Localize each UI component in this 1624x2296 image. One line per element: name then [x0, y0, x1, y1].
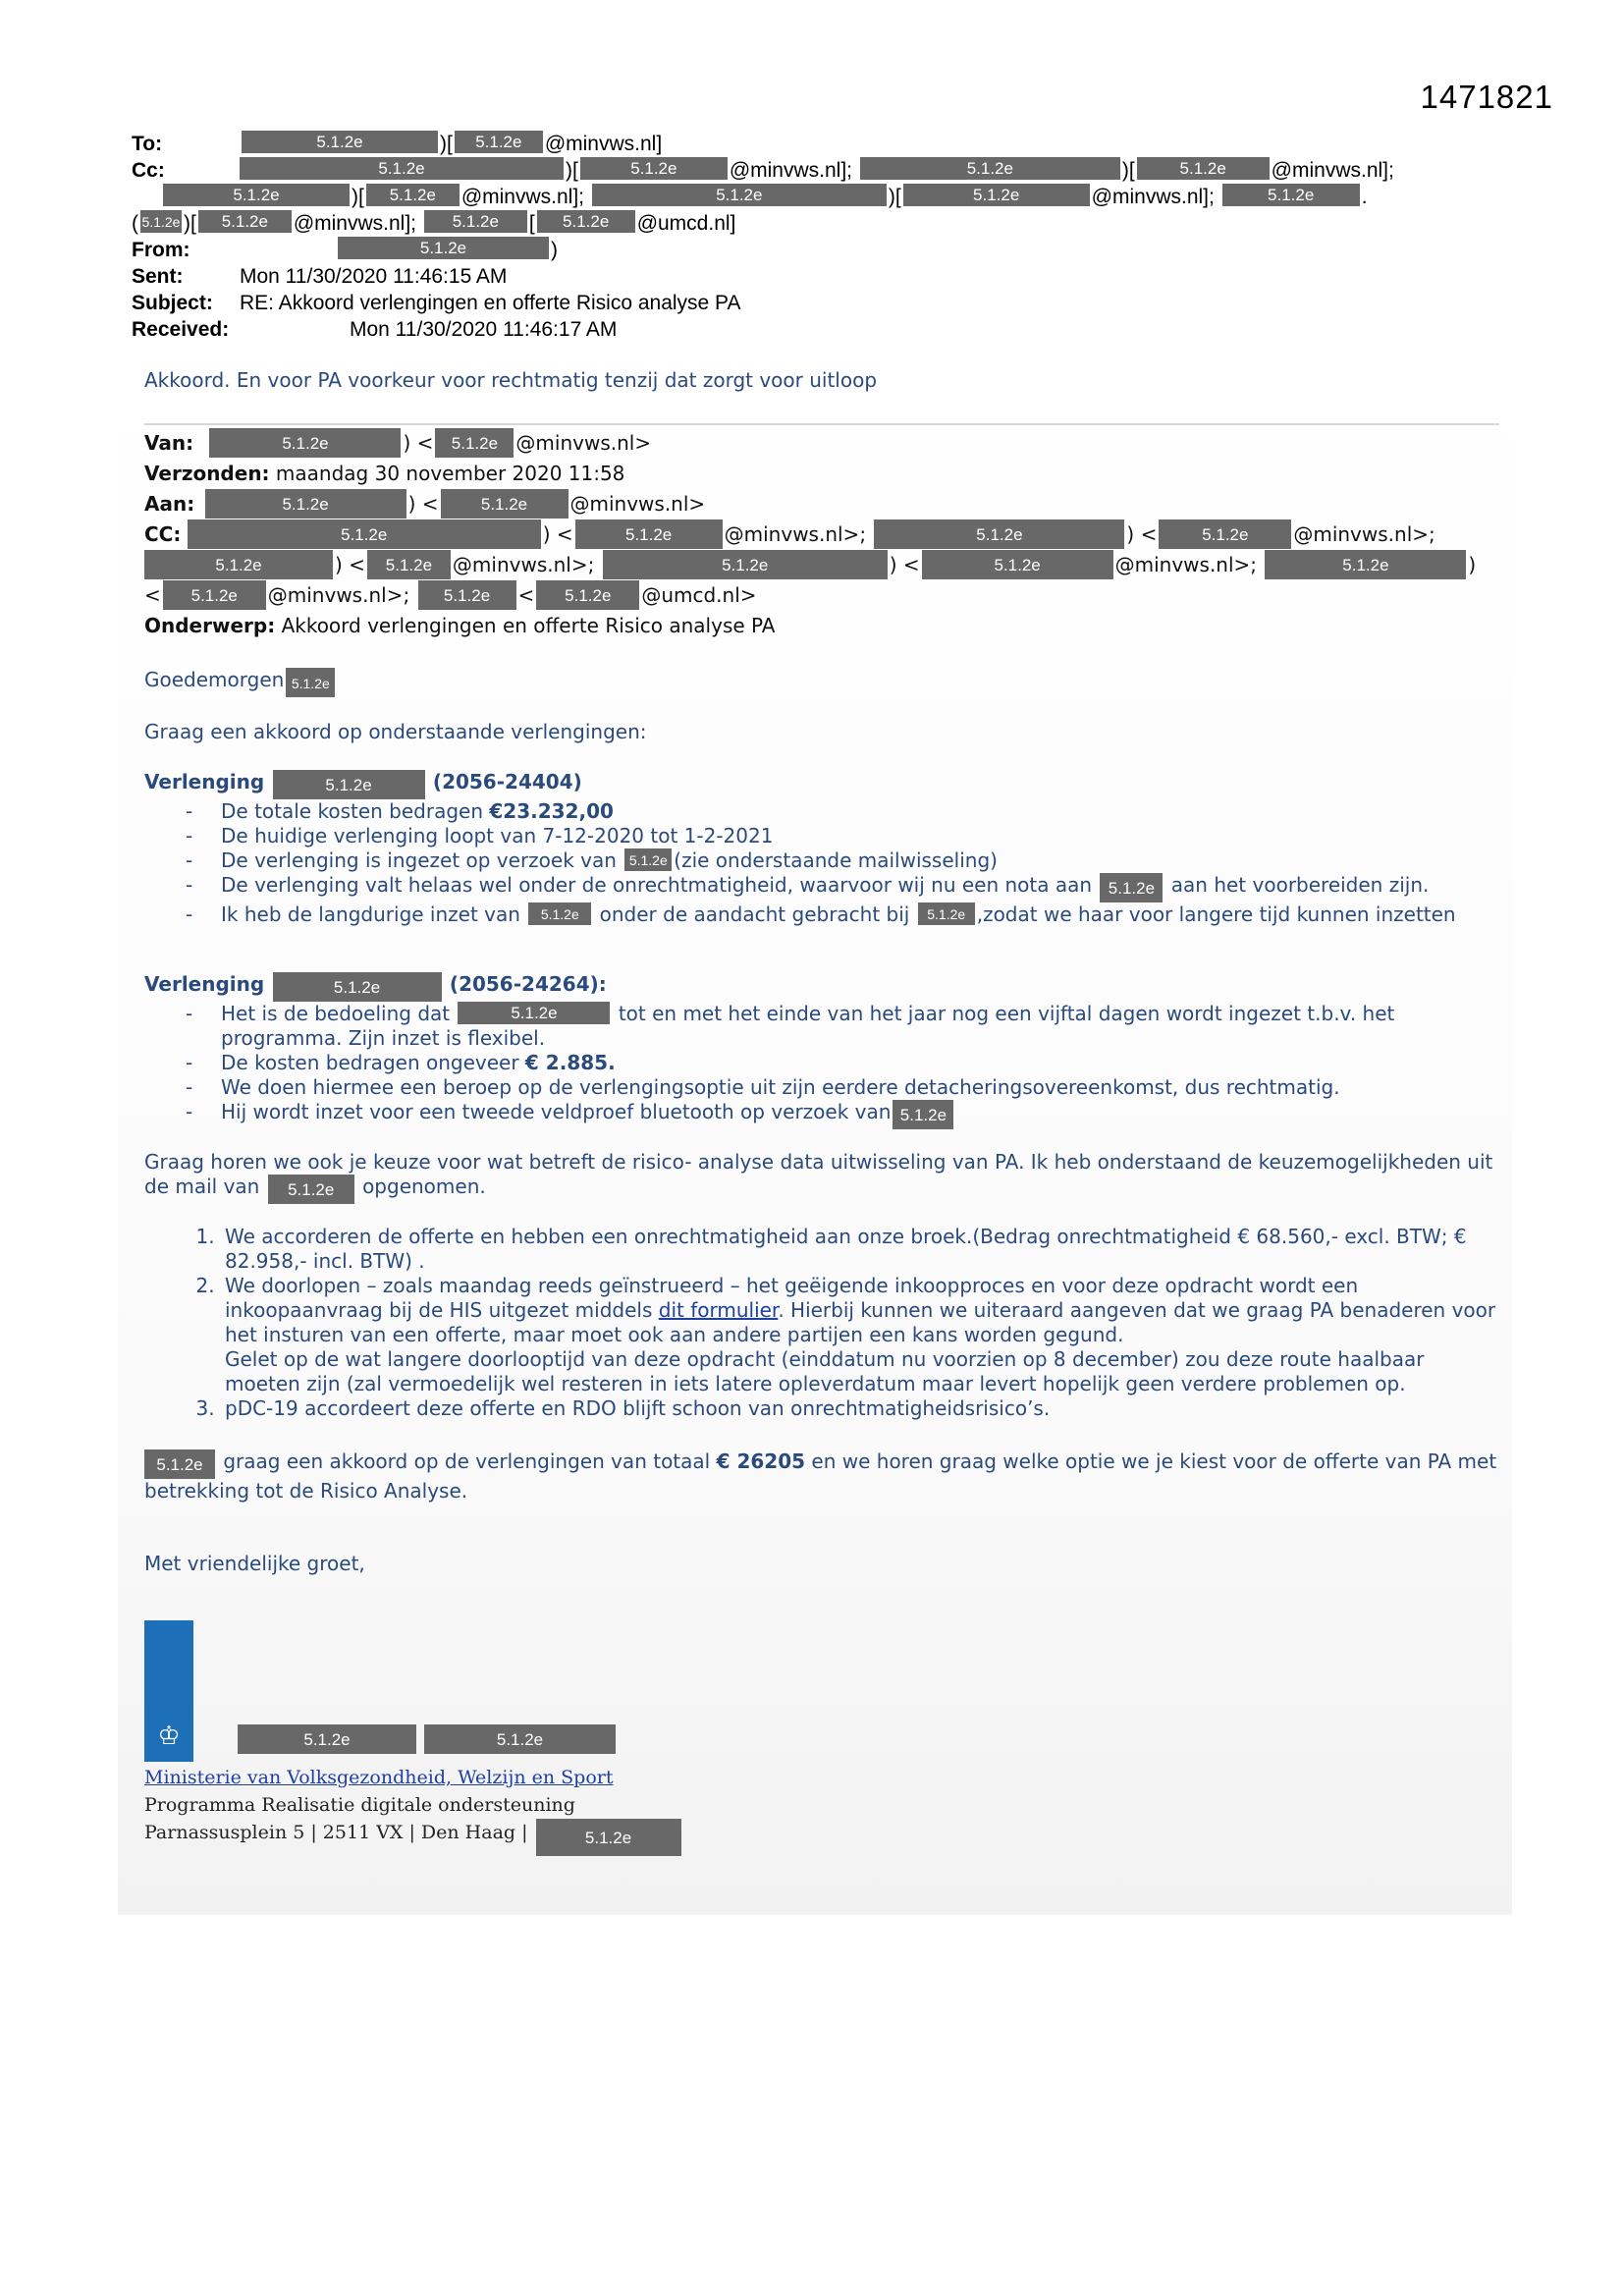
cost-text: De totale kosten bedragen — [221, 799, 490, 823]
redaction: 5.1.2e — [592, 184, 887, 206]
cost-value: € 2.885. — [524, 1051, 616, 1074]
cc-orig-line-1: CC: 5.1.2e ) < 5.1.2e @minvws.nl>; 5.1.2e ) < 5.1.2e @minvws.nl>; — [144, 519, 1499, 550]
redaction: 5.1.2e — [1265, 550, 1466, 579]
extension-1 — [144, 770, 1499, 927]
longterm-text: Ik heb de langdurige inzet van — [221, 902, 520, 926]
redaction: 5.1.2e — [268, 1175, 354, 1204]
redaction: 5.1.2e — [624, 848, 672, 871]
redaction: 5.1.2e — [338, 237, 549, 259]
list-item — [144, 902, 1499, 927]
cc-orig-domain: @minvws.nl>; — [1293, 522, 1435, 546]
closing-text: graag een akkoord op de verlengingen van totaal — [223, 1449, 717, 1473]
cc-orig-line-3: < 5.1.2e @minvws.nl>; 5.1.2e < 5.1.2e @umcd.nl> — [144, 580, 1499, 611]
original-header — [144, 428, 1499, 641]
greeting-line — [144, 668, 1499, 697]
bluetooth-text: Hij wordt inzet voor een tweede veldproef bluetooth op verzoek van — [221, 1100, 892, 1123]
extension-1-list — [144, 799, 1499, 927]
redaction: 5.1.2e — [140, 210, 182, 233]
list-item — [221, 1274, 1499, 1396]
extension-2-title — [144, 972, 1499, 1002]
redaction: 5.1.2e — [441, 489, 568, 519]
redaction: 5.1.2e — [918, 902, 975, 925]
list-item — [144, 1100, 1499, 1129]
request-text: De verlenging is ingezet op verzoek van — [221, 848, 617, 872]
longterm-suffix: ,zodat we haar voor langere tijd kunnen inzetten — [976, 902, 1456, 926]
redaction: 5.1.2e — [424, 210, 527, 233]
cc-domain: @minvws.nl]; — [1271, 159, 1394, 182]
redaction: 5.1.2e — [580, 157, 728, 180]
redaction: 5.1.2e — [367, 550, 451, 579]
reply-text: Akkoord. En voor PA voorkeur voor rechtmatig tenzij dat zorgt voor uitloop — [144, 368, 878, 392]
onderwerp-label: Onderwerp: — [144, 614, 276, 637]
redaction: 5.1.2e — [188, 519, 541, 549]
extension-2 — [144, 972, 1499, 1129]
list-item — [144, 848, 1499, 873]
unlawful-text: De verlenging valt helaas wel onder de onrechtmatigheid, waarvoor wij nu een nota aan — [221, 873, 1093, 897]
choice-paragraph — [144, 1150, 1499, 1204]
onderwerp-value: Akkoord verlengingen en offerte Risico analyse PA — [281, 614, 776, 637]
onderwerp-line — [144, 611, 1499, 641]
cc-orig-domain: @minvws.nl>; — [267, 583, 410, 607]
from-label: From: — [132, 239, 190, 261]
request-suffix: (zie onderstaande mailwisseling) — [674, 848, 998, 872]
redaction: 5.1.2e — [536, 1819, 681, 1856]
received-line — [132, 316, 1487, 343]
cc-line-3: ( 5.1.2e )[ 5.1.2e @minvws.nl]; 5.1.2e [ 5.1.2e @umcd.nl] — [132, 212, 736, 235]
list-item: 1. We accorderen de offerte en hebben een onrechtmatigheid aan onze broek.(Bedrag onrechtmatigheid € 68.560,- excl. BTW; € 82.958,- incl. BTW) . — [221, 1225, 1499, 1274]
list-item — [144, 799, 1499, 824]
received-value: Mon 11/30/2020 11:46:17 AM — [350, 318, 618, 341]
signature-ministry[interactable] — [144, 1764, 832, 1791]
redaction: 5.1.2e — [1137, 157, 1270, 180]
redaction: 5.1.2e — [366, 184, 460, 206]
verzonden-value: maandag 30 november 2020 11:58 — [275, 462, 625, 485]
redaction: 5.1.2e — [458, 1002, 610, 1024]
cc-domain: @minvws.nl]; — [460, 186, 584, 208]
to-label: To: — [132, 133, 163, 155]
cc-domain: @minvws.nl]; — [293, 212, 416, 235]
extension-1-code: (2056-24404) — [432, 770, 582, 793]
options-list — [144, 1225, 1499, 1421]
extension-2-code: (2056-24264): — [449, 972, 607, 996]
redaction: 5.1.2e — [903, 184, 1090, 206]
list-item — [144, 1051, 1499, 1075]
ministry-link[interactable]: Ministerie van Volksgezondheid, Welzijn en Sport — [144, 1767, 614, 1788]
redaction: 5.1.2e — [860, 157, 1120, 180]
aan-label: Aan: — [144, 492, 195, 516]
van-domain: @minvws.nl> — [515, 431, 652, 455]
crest-icon: ♔ — [157, 1721, 181, 1750]
redaction: 5.1.2e — [238, 1724, 416, 1754]
cc-orig-domain: @minvws.nl>; — [724, 522, 867, 546]
redaction: 5.1.2e — [874, 519, 1124, 549]
address-text: Parnassusplein 5 | 2511 VX | Den Haag | — [144, 1822, 528, 1843]
ministry-logo — [144, 1620, 193, 1762]
redaction: 5.1.2e — [455, 131, 543, 153]
redaction: 5.1.2e — [163, 580, 266, 610]
from-line: From: 5.1.2e ) — [132, 239, 558, 261]
redaction: 5.1.2e — [537, 210, 635, 233]
redaction: 5.1.2e — [1222, 184, 1360, 206]
extension-2-word: Verlenging — [144, 972, 265, 996]
signature-name-redactions — [238, 1724, 618, 1754]
extension-2-list — [144, 1002, 1499, 1129]
redaction: 5.1.2e — [536, 580, 639, 610]
redaction: 5.1.2e — [273, 770, 425, 799]
option-2-text: We doorlopen – zoals maandag reeds geïnstrueerd – het geëigende inkoopproces en voor deze opdracht wordt een inkoopaanvraag bij de HIS uitgezet middels — [225, 1274, 1359, 1322]
subject-line — [132, 290, 1487, 316]
subject-value: RE: Akkoord verlengingen en offerte Risico analyse PA — [240, 292, 741, 314]
redaction: 5.1.2e — [435, 428, 514, 458]
list-item: 3. pDC-19 accordeert deze offerte en RDO blijft schoon van onrechtmatigheidsrisico’s. — [221, 1396, 1499, 1421]
options — [144, 1225, 1499, 1421]
cc-domain: @minvws.nl]; — [1091, 186, 1215, 208]
cc-line-2: 5.1.2e )[ 5.1.2e @minvws.nl]; 5.1.2e )[ 5.1.2e @minvws.nl]; 5.1.2e . — [132, 184, 1487, 210]
separator — [144, 423, 1499, 425]
redaction: 5.1.2e — [144, 1449, 215, 1479]
list-item: - De huidige verlenging loopt van 7-12-2020 tot 1-2-2021 — [144, 824, 1499, 848]
choice-suffix: opgenomen. — [362, 1175, 486, 1198]
redaction: 5.1.2e — [240, 157, 564, 180]
extension-1-title — [144, 770, 1499, 799]
redaction: 5.1.2e — [1159, 519, 1291, 549]
option-2-suffix: . Hierbij kunnen we uiteraard aangeven dat we graag PA benaderen voor het insturen van een offerte, maar moet ook aan andere partijen een kans worden gegund. — [225, 1298, 1496, 1346]
regards: Met vriendelijke groet, — [144, 1552, 365, 1575]
van-label: Van: — [144, 431, 194, 455]
signature-address — [144, 1819, 832, 1856]
aan-line: Aan: 5.1.2e ) < 5.1.2e @minvws.nl> — [144, 489, 1499, 519]
redaction: 5.1.2e — [418, 580, 516, 610]
document-number: 1471821 — [1420, 79, 1553, 115]
form-link[interactable]: dit formulier — [658, 1298, 779, 1322]
redaction: 5.1.2e — [922, 550, 1113, 579]
received-label: Received: — [132, 318, 230, 341]
cc-orig-domain: @umcd.nl> — [641, 583, 757, 607]
intent-suffix: tot en met het einde van het jaar nog een vijftal dagen wordt ingezet t.b.v. het programma. Zijn inzet is flexibel. — [221, 1002, 1395, 1050]
redaction: 5.1.2e — [144, 550, 333, 579]
cc-label: Cc: — [132, 159, 165, 182]
redaction: 5.1.2e — [575, 519, 723, 549]
verzonden-label: Verzonden: — [144, 462, 270, 485]
redaction: 5.1.2e — [893, 1100, 953, 1129]
aan-domain: @minvws.nl> — [569, 492, 706, 516]
sent-line — [132, 263, 1487, 290]
to-line: To: 5.1.2e )[ 5.1.2e @minvws.nl] — [132, 133, 663, 155]
redaction: 5.1.2e — [205, 489, 406, 519]
sent-value: Mon 11/30/2020 11:46:15 AM — [240, 265, 508, 288]
redaction: 5.1.2e — [273, 972, 442, 1002]
closing-total: € 26205 — [716, 1449, 806, 1473]
to-address-domain: @minvws.nl] — [544, 133, 663, 155]
redaction: 5.1.2e — [528, 902, 591, 925]
extension-1-word: Verlenging — [144, 770, 265, 793]
greeting: Goedemorgen — [144, 668, 285, 691]
redaction: 5.1.2e — [603, 550, 888, 579]
list-item: - We doen hiermee een beroep op de verlengingsoptie uit zijn eerdere detacheringsovereenkomst, dus rechtmatig. — [144, 1075, 1499, 1100]
verzonden-line — [144, 459, 1499, 489]
redaction: 5.1.2e — [286, 668, 335, 697]
redaction: 5.1.2e — [198, 210, 292, 233]
cc-line-1: Cc: 5.1.2e )[ 5.1.2e @minvws.nl]; 5.1.2e )[ 5.1.2e @minvws.nl]; — [132, 159, 1394, 182]
list-item — [144, 873, 1499, 902]
closing-suffix: en we horen graag welke optie we je kiest voor de offerte van PA met betrekking tot de Risico Analyse. — [144, 1449, 1497, 1503]
redaction: 5.1.2e — [163, 184, 350, 206]
redaction: 5.1.2e — [1100, 873, 1163, 902]
email-header — [132, 131, 1487, 343]
intent-text: Het is de bedoeling dat — [221, 1002, 451, 1025]
closing-paragraph — [144, 1449, 1499, 1503]
intro: Graag een akkoord op onderstaande verlengingen: — [144, 720, 647, 743]
longterm-middle: onder de aandacht gebracht bij — [599, 902, 910, 926]
cost-text: De kosten bedragen ongeveer — [221, 1051, 525, 1074]
sent-label: Sent: — [132, 265, 184, 288]
choice-text: Graag horen we ook je keuze voor wat betreft de risico- analyse data uitwisseling van PA. Ik heb onderstaand de keuzemogelijkheden uit de mail van — [144, 1150, 1493, 1198]
redaction: 5.1.2e — [209, 428, 401, 458]
cc-orig-line-2: 5.1.2e ) < 5.1.2e @minvws.nl>; 5.1.2e ) < 5.1.2e @minvws.nl>; 5.1.2e ) — [144, 550, 1499, 580]
cc-orig-label: CC: — [144, 522, 182, 546]
subject-label: Subject: — [132, 292, 213, 314]
cc-orig-domain: @minvws.nl>; — [452, 553, 595, 576]
van-line: Van: 5.1.2e ) < 5.1.2e @minvws.nl> — [144, 428, 1499, 459]
list-item — [144, 1002, 1499, 1051]
option-2-note: Gelet op de wat langere doorlooptijd van deze opdracht (einddatum nu voorzien op 8 december) zou deze route haalbaar moeten zijn (zal vermoedelijk wel resteren in iets latere opleverdatum maar levert hopelijk geen verdere problemen op. — [225, 1347, 1425, 1395]
cc-domain: @minvws.nl]; — [729, 159, 852, 182]
redaction: 5.1.2e — [242, 131, 438, 153]
redaction: 5.1.2e — [424, 1724, 616, 1754]
signature-program: Programma Realisatie digitale ondersteuning — [144, 1794, 575, 1816]
cost-value: €23.232,00 — [489, 799, 614, 823]
cc-domain: @umcd.nl] — [636, 212, 736, 235]
unlawful-suffix: aan het voorbereiden zijn. — [1170, 873, 1430, 897]
cc-orig-domain: @minvws.nl>; — [1114, 553, 1258, 576]
